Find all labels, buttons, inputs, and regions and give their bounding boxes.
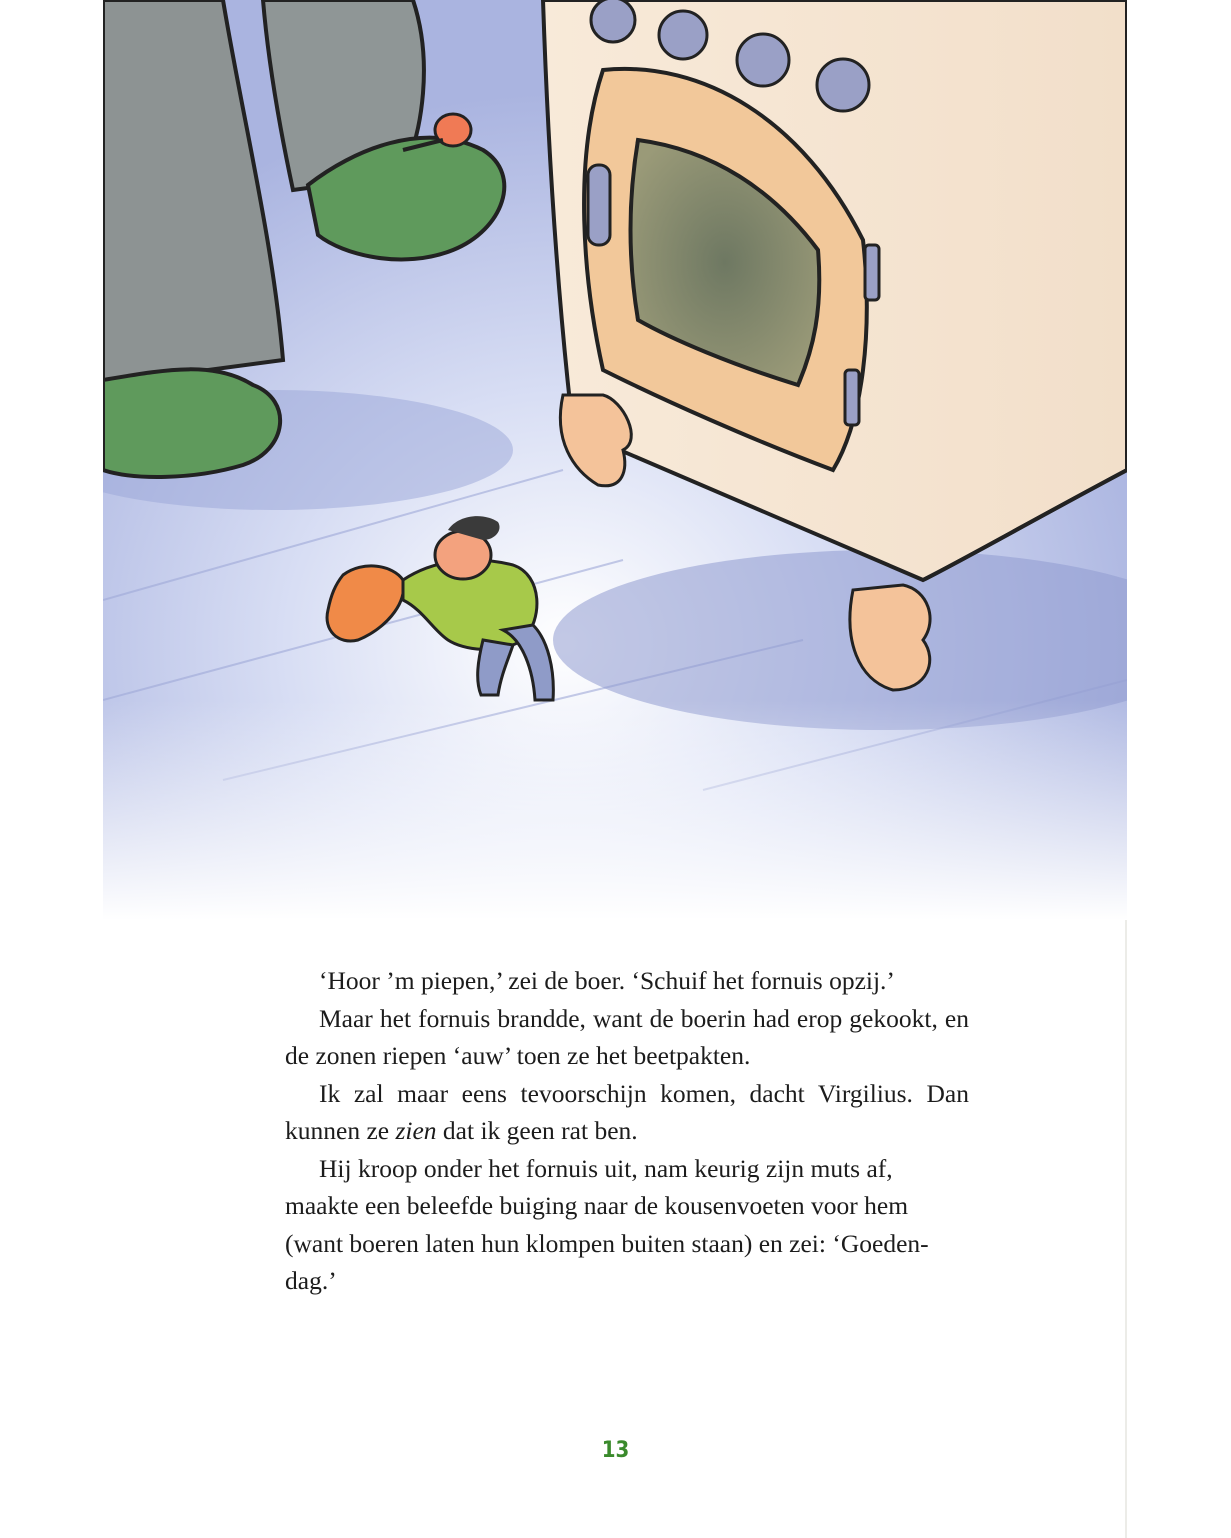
kitchen-scene-image [103,0,1127,920]
story-illustration [103,0,1127,920]
stove-knob [591,0,635,42]
stove-knob [737,34,789,86]
story-text [285,962,969,1300]
story-paragraph-3-end: dat ik geen rat ben. [436,1116,638,1145]
stove-knob [817,59,869,111]
story-paragraph-3-start: Ik zal maar eens tevoorschijn komen, dacht Virgilius. Dan kunnen ze [285,1078,969,1145]
page-number: 13 [601,1438,630,1463]
story-paragraph-4: Hij kroop onder het fornuis uit, nam keurig zijn muts af, maakte een beleefde buiging naar de kousenvoeten voor hem (want boeren laten hun klompen buiten staan) en zei: ‘Goeden-dag.’ [285,1153,929,1295]
oven-hinge-top [865,245,879,300]
story-emphasis: zien [395,1116,437,1145]
story-paragraph-3 [285,1075,969,1150]
story-paragraph-1: ‘Hoor ’m piepen,’ zei de boer. ‘Schuif het fornuis opzij.’ [319,966,895,995]
stove-knob [659,11,707,59]
oven-hinge-bottom [845,370,859,425]
story-paragraph-2: Maar het fornuis brandde, want de boerin had erop gekookt, en de zonen riepen ‘auw’ toen ze het beetpakten. [285,1003,969,1070]
oven-handle [588,165,610,245]
